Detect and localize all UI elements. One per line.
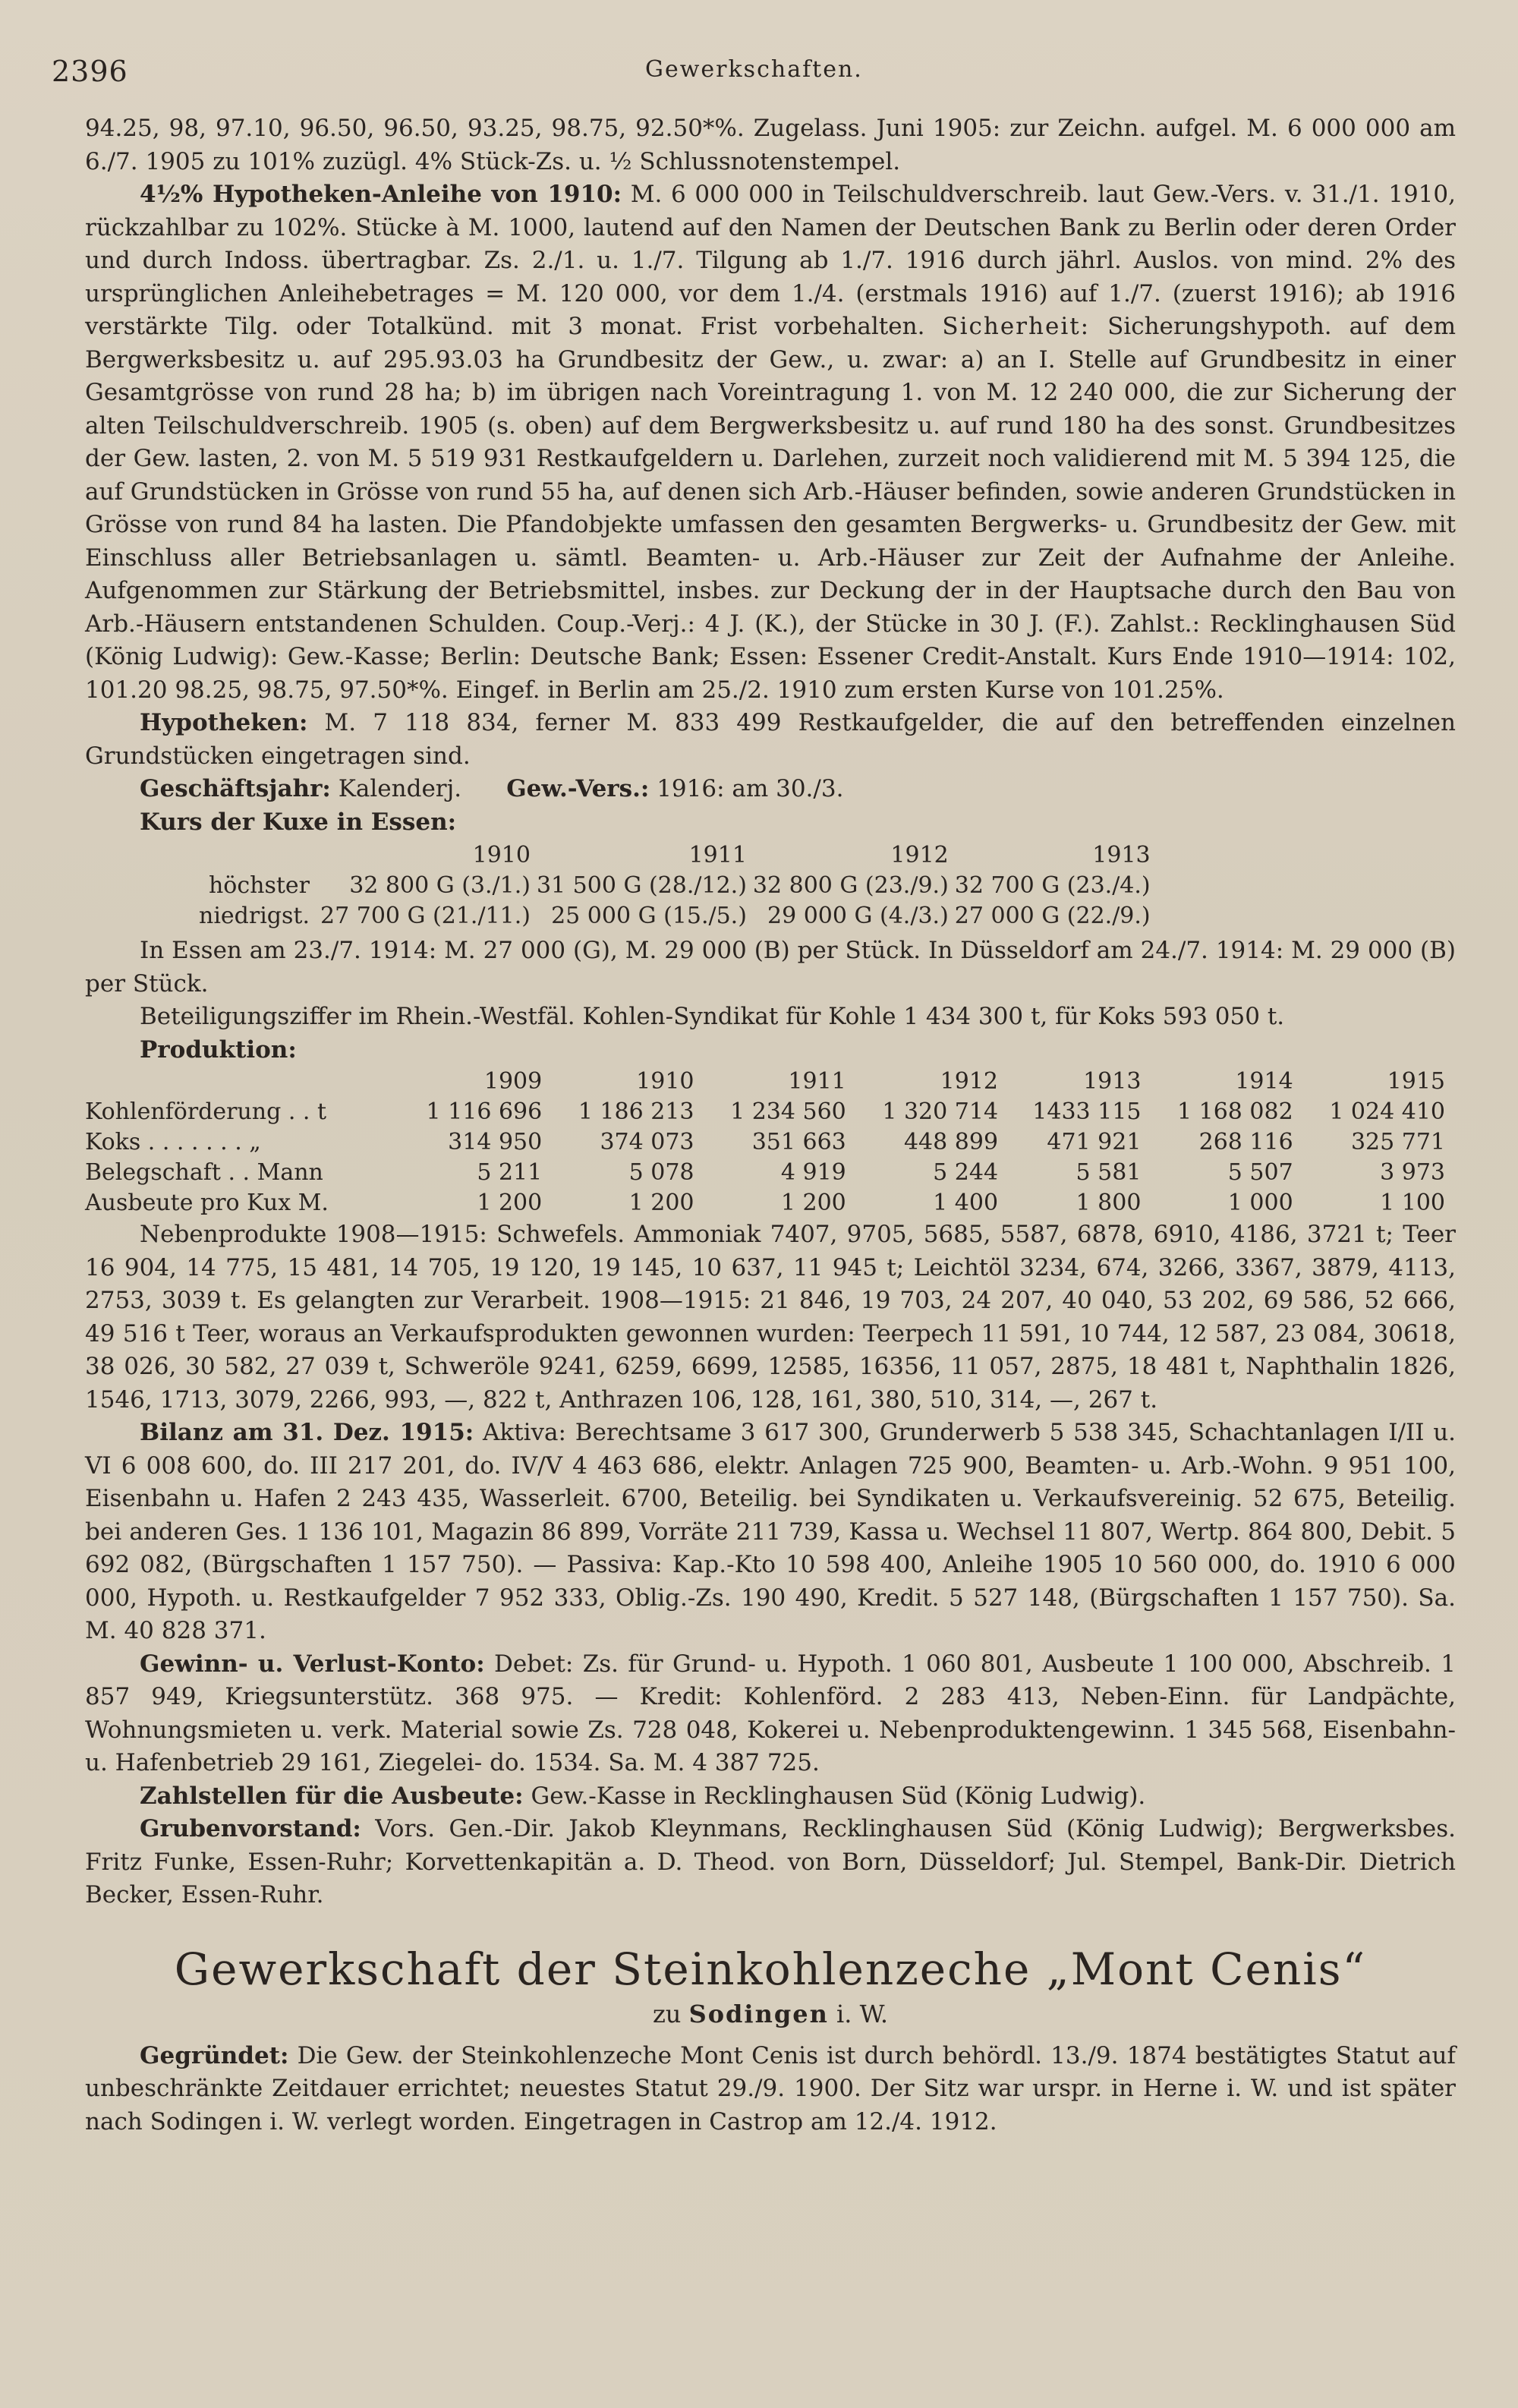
location-place: Sodingen <box>688 1999 829 2028</box>
produktion-year-row <box>85 1067 1451 1097</box>
table-row <box>199 871 1157 901</box>
guv-label: Gewinn- u. Verlust-Konto: <box>140 1650 485 1678</box>
table-cell: 32 700 G (23./4.) <box>954 872 1151 899</box>
table-cell: 5 581 <box>1076 1159 1142 1186</box>
table-cell: 5 078 <box>628 1159 694 1186</box>
paragraph-gegruendet <box>85 2040 1456 2139</box>
table-cell: 1 168 082 <box>1177 1098 1293 1125</box>
table-row <box>85 1188 1451 1218</box>
anleihe-text: M. 6 000 000 in Teilschuldverschreib. laut Gew.-Vers. v. 31./1. 1910, rückzahlbar zu 102%. Stücke à M. 1000, lautend auf den Namen der Deutschen Bank zu Berlin oder deren Order und durch Indoss. übertragbar. Zs. 2./1. u. 1./7. Tilgung ab 1./7. 1916 durch jährl. Auslos. von mind. 2% des ursprünglichen Anleihebetrages = M. 120 000, vor dem 1./4. (erstmals 1916) auf 1./7. (zuerst 1916); ab 1916 verstärkte Tilg. oder Totalkünd. mit 3 monat. Frist vorbehalten. <box>85 181 1456 340</box>
produktion-year: 1914 <box>1235 1068 1293 1095</box>
table-cell: 5 211 <box>477 1159 543 1186</box>
geschaeftsjahr-value: Kalenderj. <box>338 775 462 802</box>
gegruendet-text: Die Gew. der Steinkohlenzeche Mont Cenis ist durch behördl. 13./9. 1874 bestätigtes Statut auf unbeschränkte Zeitdauer errichtet; neuestes Statut 29./9. 1900. Der Sitz war urspr. in Herne i. W. und ist später nach Sodingen i. W. verlegt worden. Eingetragen in Castrop am 12./4. 1912. <box>85 2041 1456 2135</box>
paragraph-hypotheken <box>85 707 1456 773</box>
table-cell: 1 234 560 <box>730 1098 846 1125</box>
row-label: höchster <box>208 872 310 899</box>
company-location <box>85 1999 1456 2029</box>
zahlstellen-text: Gew.-Kasse in Recklinghausen Süd (König Ludwig). <box>531 1782 1146 1810</box>
table-row <box>199 901 1157 931</box>
table-cell: 268 116 <box>1198 1129 1293 1155</box>
paragraph-kurse-1905: 94.25, 98, 97.10, 96.50, 96.50, 93.25, 98.75, 92.50*%. Zugelass. Juni 1905: zur Zeichn. aufgel. M. 6 000 000 am 6./7. 1905 zu 101% zuzügl. 4% Stück-Zs. u. ½ Schlussnotenstempel. <box>85 115 1456 175</box>
zahlstellen-label: Zahlstellen für die Ausbeute: <box>140 1782 524 1810</box>
table-cell: 29 000 G (4./3.) <box>767 903 949 929</box>
table-cell: 325 771 <box>1350 1129 1445 1155</box>
produktion-year: 1909 <box>483 1068 543 1095</box>
kurs-note: In Essen am 23./7. 1914: M. 27 000 (G), M. 29 000 (B) per Stück. In Düsseldorf am 24./7. 1914: M. 29 000 (B) per Stück. <box>85 937 1456 998</box>
nebenprodukte: Nebenprodukte 1908—1915: Schwefels. Ammoniak 7407, 9705, 5685, 5587, 6878, 6910, 4186, 3721 t; Teer 16 904, 14 775, 15 481, 14 705, 19 120, 19 145, 10 637, 11 945 t; Leichtöl 3234, 674, 3266, 3367, 3879, 4113, 2753, 3039 t. Es gelangten zur Verarbeit. 1908—1915: 21 846, 19 703, 24 207, 40 040, 53 202, 69 586, 52 666, 49 516 t Teer, woraus an Verkaufsprodukten gewonnen wurden: Teerpech 11 591, 10 744, 12 587, 23 084, 30618, 38 026, 30 582, 27 039 t, Schweröle 9241, 6259, 6699, 12585, 16356, 11 057, 2875, 18 481 t, Naphthalin 1826, 1546, 1713, 3079, 2266, 993, —, 822 t, Anthrazen 106, 128, 161, 380, 510, 314, —, 267 t. <box>85 1221 1456 1414</box>
table-cell: 1 186 213 <box>578 1098 694 1125</box>
table-cell: 1 800 <box>1076 1190 1142 1216</box>
produktion-year: 1915 <box>1387 1068 1445 1095</box>
table-cell: 32 800 G (23./9.) <box>752 872 949 899</box>
table-cell: 27 000 G (22./9.) <box>954 903 1151 929</box>
table-row <box>85 1097 1451 1127</box>
hypotheken-label: Hypotheken: <box>140 709 308 736</box>
table-cell: 471 921 <box>1047 1129 1142 1155</box>
produktion-label: Produktion: <box>140 1035 297 1064</box>
kurs-year: 1911 <box>688 842 747 868</box>
gew-vers-label: Gew.-Vers.: <box>506 775 650 802</box>
table-cell: 1 100 <box>1380 1190 1445 1216</box>
kurs-year-row <box>199 840 1157 871</box>
main-text <box>85 112 1456 2139</box>
row-label: Belegschaft . . Mann <box>85 1159 323 1186</box>
kurs-heading <box>85 806 1456 840</box>
table-cell: 1 200 <box>477 1190 543 1216</box>
table-cell: 1433 115 <box>1032 1098 1142 1125</box>
table-row <box>85 1158 1451 1188</box>
running-title: Gewerkschaften. <box>645 56 863 83</box>
paragraph-anleihe-1910 <box>85 178 1456 707</box>
table-cell: 1 200 <box>628 1190 694 1216</box>
table-cell: 351 663 <box>751 1129 846 1155</box>
anleihe-title: 4½% Hypotheken-Anleihe von 1910: <box>140 181 622 208</box>
bilanz-text: Aktiva: Berechtsame 3 617 300, Grunderwerb 5 538 345, Schachtanlagen I/II u. VI 6 008 600, do. III 217 201, do. IV/V 4 463 686, elektr. Anlagen 725 900, Beamten- u. Arb.-Wohn. 9 951 100, Eisenbahn u. Hafen 2 243 435, Wasserleit. 6700, Beteilig. bei Syndikaten u. Verkaufsvereinig. 52 675, Beteilig. bei anderen Ges. 1 136 101, Magazin 86 899, Vorräte 211 739, Kassa u. Wechsel 11 807, Wertp. 864 800, Debit. 5 692 082, (Bürgschaften 1 157 750). — Passiva: Kap.-Kto 10 598 400, Anleihe 1905 10 560 000, do. 1910 6 000 000, Hypoth. u. Restkaufgelder 7 952 333, Oblig.-Zs. 190 490, Kredit. 5 527 148, (Bürgschaften 1 157 750). Sa. M. 40 828 371. <box>85 1419 1457 1644</box>
table-cell: 3 973 <box>1380 1159 1445 1186</box>
company-title: Gewerkschaft der Steinkohlenzeche „Mont Cenis“ <box>174 1943 1367 1995</box>
kurs-year: 1910 <box>472 842 531 868</box>
kurs-year: 1912 <box>890 842 949 868</box>
gegruendet-label: Gegründet: <box>140 2041 289 2069</box>
produktion-year: 1911 <box>788 1068 846 1095</box>
row-label: Koks . . . . . . . „ <box>85 1129 261 1155</box>
geschaeftsjahr-label: Geschäftsjahr: <box>140 775 331 802</box>
row-label: Ausbeute pro Kux M. <box>85 1190 329 1216</box>
vorstand-label: Grubenvorstand: <box>140 1815 361 1842</box>
produktion-year: 1912 <box>940 1068 999 1095</box>
table-cell: 31 500 G (28./12.) <box>536 872 747 899</box>
table-cell: 27 700 G (21./11.) <box>320 903 531 929</box>
table-cell: 1 024 410 <box>1329 1098 1445 1125</box>
paragraph-guv <box>85 1648 1456 1780</box>
vorstand-text: Vors. Gen.-Dir. Jakob Kleynmans, Recklinghausen Süd (König Ludwig); Bergwerksbes. Fritz Funke, Essen-Ruhr; Korvettenkapitän a. D. Theod. von Born, Düsseldorf; Jul. Stempel, Bank-Dir. Dietrich Becker, Essen-Ruhr. <box>85 1815 1456 1908</box>
produktion-heading <box>85 1034 1456 1067</box>
bilanz-label: Bilanz am 31. Dez. 1915: <box>140 1419 474 1446</box>
kurs-year: 1913 <box>1092 842 1151 868</box>
table-cell: 1 200 <box>780 1190 846 1216</box>
beteiligungsziffer: Beteiligungsziffer im Rhein.-Westfäl. Kohlen-Syndikat für Kohle 1 434 300 t, für Koks 593 050 t. <box>140 1003 1285 1030</box>
table-cell: 1 320 714 <box>882 1098 999 1125</box>
paragraph-bilanz <box>85 1417 1456 1648</box>
table-cell: 1 000 <box>1227 1190 1293 1216</box>
produktion-year: 1910 <box>636 1068 694 1095</box>
table-cell: 32 800 G (3./1.) <box>349 872 531 899</box>
hypotheken-text: M. 7 118 834, ferner M. 833 499 Restkaufgelder, die auf den betreffenden einzelnen Grundstücken eingetragen sind. <box>85 709 1456 770</box>
table-cell: 5 507 <box>1227 1159 1293 1186</box>
table-cell: 374 073 <box>600 1129 694 1155</box>
table-cell: 25 000 G (15./5.) <box>551 903 747 929</box>
sicherheit-label: Sicherheit: <box>942 313 1091 340</box>
row-label: Kohlenförderung . . t <box>85 1098 327 1125</box>
sicherheit-text: Sicherungshypoth. auf dem Bergwerksbesitz u. auf 295.93.03 ha Grundbesitz der Gew., u. zwar: a) an I. Stelle auf Grundbesitz in einer Gesamtgrösse von rund 28 ha; b) im übrigen nach Voreintragung 1. von M. 12 240 000, die zur Sicherung der alten Teilschuldverschreib. 1905 (s. oben) auf dem Bergwerksbesitz u. auf rund 180 ha des sonst. Grundbesitzes der Gew. lasten, 2. von M. 5 519 931 Restkaufgeldern u. Darlehen, zurzeit noch validierend mit M. 5 394 125, die auf Grundstücken in Grösse von rund 55 ha, auf denen sich Arb.-Häuser befinden, sowie anderen Grundstücken in Grösse von rund 84 ha lasten. Die Pfandobjekte umfassen den gesamten Bergwerks- u. Grundbesitz der Gew. mit Einschluss aller Betriebsanlagen u. sämtl. Beamten- u. Arb.-Häuser zur Zeit der Aufnahme der Anleihe. Aufgenommen zur Stärkung der Betriebsmittel, insbes. zur Deckung der in der Hauptsache durch den Bau von Arb.-Häusern entstandenen Schulden. Coup.-Verj.: 4 J. (K.), der Stücke in 30 J. (F.). Zahlst.: Recklinghausen Süd (König Ludwig): Gew.-Kasse; Berlin: Deutsche Bank; Essen: Essener Credit-Anstalt. Kurs Ende 1910—1914: 102, 101.20 98.25, 98.75, 97.50*%. Eingef. in Berlin am 25./2. 1910 zum ersten Kurse von 101.25%. <box>85 313 1456 704</box>
table-cell: 5 244 <box>933 1159 999 1186</box>
gew-vers-value: 1916: am 30./3. <box>657 775 844 802</box>
kurs-label: Kurs der Kuxe in Essen: <box>140 808 457 836</box>
table-cell: 4 919 <box>780 1159 846 1186</box>
paragraph-zahlstellen <box>85 1780 1456 1814</box>
table-cell: 314 950 <box>448 1129 543 1155</box>
produktion-table <box>85 1067 1451 1218</box>
kurs-table <box>199 840 1157 931</box>
paragraph-geschaeftsjahr <box>85 773 1456 806</box>
location-suffix: i. W. <box>836 1999 889 2028</box>
guv-text: Debet: Zs. für Grund- u. Hypoth. 1 060 801, Ausbeute 1 100 000, Abschreib. 1 857 949, Kriegsunterstütz. 368 975. — Kredit: Kohlenförd. 2 283 413, Neben-Einn. für Landpächte, Wohnungsmieten u. verk. Material sowie Zs. 728 048, Kokerei u. Nebenproduktengewinn. 1 345 568, Eisenbahn- u. Hafenbetrieb 29 161, Ziegelei- do. 1534. Sa. M. 4 387 725. <box>85 1650 1456 1776</box>
table-cell: 1 400 <box>933 1190 999 1216</box>
paragraph-vorstand <box>85 1813 1456 1912</box>
table-cell: 1 116 696 <box>426 1098 543 1125</box>
location-prefix: zu <box>652 1999 682 2028</box>
produktion-year: 1913 <box>1083 1068 1142 1095</box>
page-number: 2396 <box>52 55 128 88</box>
table-cell: 448 899 <box>903 1129 999 1155</box>
row-label: niedrigst. <box>199 903 310 929</box>
table-row <box>85 1127 1451 1158</box>
